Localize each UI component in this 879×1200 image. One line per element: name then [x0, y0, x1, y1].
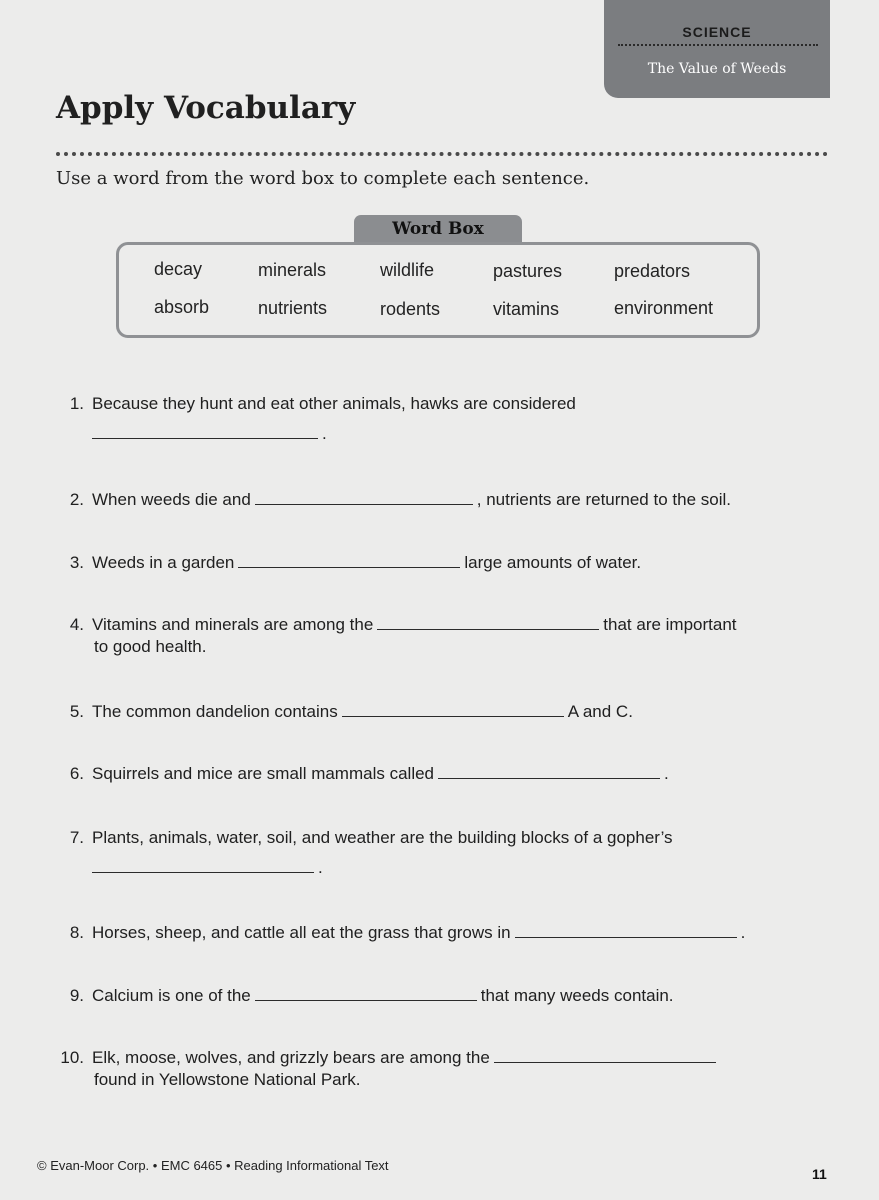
question-2	[60, 488, 731, 510]
subject-label: SCIENCE	[682, 24, 752, 40]
question-text-end: that many weeds contain.	[480, 986, 674, 1005]
question-number: 3.	[69, 553, 84, 572]
answer-blank[interactable]	[342, 700, 564, 717]
page-title: Apply Vocabulary	[56, 90, 356, 126]
question-number: 2.	[69, 490, 84, 509]
question-number: 7.	[69, 828, 84, 847]
question-text: Plants, animals, water, soil, and weather are the building blocks of a gopher’s	[92, 828, 673, 847]
question-text-end: A and C.	[567, 702, 633, 721]
question-text-end: .	[318, 858, 323, 877]
question-text: Weeds in a garden	[92, 553, 235, 572]
question-text: Horses, sheep, and cattle all eat the grass that grows in	[92, 923, 511, 942]
question-text: Squirrels and mice are small mammals called	[92, 764, 435, 783]
question-7	[60, 828, 673, 848]
answer-blank[interactable]	[377, 613, 599, 630]
answer-blank[interactable]	[438, 762, 660, 779]
question-10-continuation: found in Yellowstone National Park.	[94, 1070, 361, 1089]
question-number: 5.	[69, 702, 84, 721]
answer-blank[interactable]	[92, 856, 314, 873]
question-4-continuation: to good health.	[94, 637, 207, 656]
answer-blank[interactable]	[238, 551, 460, 568]
question-number: 6.	[69, 764, 84, 783]
story-title: The Value of Weeds	[647, 61, 787, 77]
word-box-word: wildlife	[380, 260, 435, 280]
title-divider	[56, 152, 828, 156]
question-text-end: that are important	[603, 615, 737, 634]
answer-blank[interactable]	[515, 921, 737, 938]
question-8	[60, 921, 745, 943]
word-box-word: decay	[154, 259, 203, 279]
word-box-word: pastures	[493, 261, 563, 281]
question-text: Because they hunt and eat other animals, hawks are considered	[92, 394, 576, 413]
question-9	[60, 984, 674, 1006]
subject-tab	[604, 0, 830, 98]
question-number: 8.	[69, 923, 84, 942]
question-1	[60, 394, 576, 414]
question-number: 9.	[69, 986, 84, 1005]
question-3	[60, 551, 641, 573]
question-text-end: large amounts of water.	[464, 553, 642, 572]
tab-divider	[618, 44, 818, 46]
question-text-end: , nutrients are returned to the soil.	[476, 490, 731, 509]
question-7-answer-line	[92, 856, 323, 878]
page-number: 11	[812, 1166, 827, 1182]
question-text: When weeds die and	[92, 490, 251, 509]
word-box-word: rodents	[380, 299, 441, 319]
question-4	[60, 613, 737, 635]
question-text: Vitamins and minerals are among the	[92, 615, 374, 634]
word-box-word: vitamins	[493, 299, 560, 319]
word-box-word: absorb	[154, 297, 210, 317]
word-box-word: environment	[614, 298, 714, 318]
question-text: The common dandelion contains	[92, 702, 338, 721]
question-text: Elk, moose, wolves, and grizzly bears are among the	[92, 1048, 490, 1067]
word-box-word: nutrients	[258, 298, 328, 318]
question-1-answer-line	[92, 422, 327, 444]
question-text: Calcium is one of the	[92, 986, 251, 1005]
question-text-end: .	[740, 923, 746, 942]
copyright-footer: © Evan-Moor Corp. • EMC 6465 • Reading Informational Text	[37, 1158, 389, 1173]
answer-blank[interactable]	[494, 1046, 716, 1063]
answer-blank[interactable]	[255, 984, 477, 1001]
answer-blank[interactable]	[255, 488, 473, 505]
question-number: 1.	[69, 394, 84, 413]
word-box-word: predators	[614, 261, 691, 281]
word-box-label: Word Box	[354, 215, 522, 244]
question-number: 10.	[60, 1048, 84, 1067]
question-10	[60, 1046, 720, 1068]
question-text-end: .	[322, 424, 327, 443]
instructions: Use a word from the word box to complete each sentence.	[56, 168, 590, 189]
word-box-word: minerals	[258, 260, 327, 280]
word-box	[116, 242, 760, 338]
question-5	[60, 700, 633, 722]
question-number: 4.	[69, 615, 84, 634]
question-text-end: .	[664, 764, 669, 783]
question-6	[60, 762, 669, 784]
answer-blank[interactable]	[92, 422, 318, 439]
